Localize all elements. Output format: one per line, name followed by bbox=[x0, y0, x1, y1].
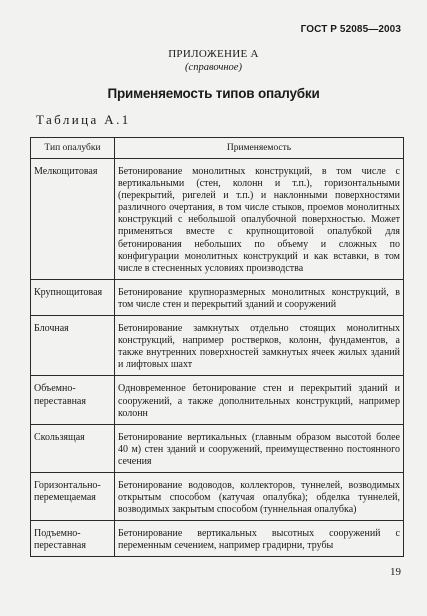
table-row bbox=[31, 159, 404, 280]
formwork-type-cell: Горизонтально-перемещаемая bbox=[31, 472, 115, 520]
formwork-usage-cell: Бетонирование водоводов, коллекторов, туннелей, возводимых открытым способом (катучая опалубка); обделка туннелей, возводимых закрытым способом (туннельная опалубка) bbox=[115, 472, 404, 520]
column-header-usage: Применяемость bbox=[115, 138, 404, 159]
table-row bbox=[31, 376, 404, 424]
table-row bbox=[31, 521, 404, 557]
formwork-type-cell: Объемно-переставная bbox=[31, 376, 115, 424]
formwork-table bbox=[30, 137, 404, 557]
formwork-usage-cell: Бетонирование замкнутых отдельно стоящих монолитных конструкций, например ростверков, колонн, фундаментов, а также внутренних поверхностей замкнутых ячеек жилых зданий и лифтовых шахт bbox=[115, 316, 404, 376]
formwork-usage-cell: Бетонирование крупноразмерных монолитных конструкций, в том числе стен и перекрытий зданий и сооружений bbox=[115, 279, 404, 315]
formwork-type-cell: Крупнощитовая bbox=[31, 279, 115, 315]
formwork-usage-cell: Бетонирование вертикальных (главным образом высотой более 40 м) стен зданий и сооружений, преимущественно постоянного сечения bbox=[115, 424, 404, 472]
table-row bbox=[31, 472, 404, 520]
table-row bbox=[31, 424, 404, 472]
table-row bbox=[31, 316, 404, 376]
table-row bbox=[31, 279, 404, 315]
formwork-type-cell: Скользящая bbox=[31, 424, 115, 472]
formwork-usage-cell: Бетонирование вертикальных высотных сооружений с переменным сечением, например градирни, трубы bbox=[115, 521, 404, 557]
table-header-row bbox=[31, 138, 404, 159]
page-number: 19 bbox=[390, 566, 401, 578]
formwork-type-cell: Блочная bbox=[31, 316, 115, 376]
appendix-title: ПРИЛОЖЕНИЕ А bbox=[168, 48, 259, 60]
page-title: Применяемость типов опалубки bbox=[107, 86, 320, 101]
formwork-type-cell: Подъемно-переставная bbox=[31, 521, 115, 557]
formwork-type-cell: Мелкощитовая bbox=[31, 159, 115, 280]
formwork-usage-cell: Одновременное бетонирование стен и перекрытий зданий и сооружений, а также дополнительных конструкций, например колонн bbox=[115, 376, 404, 424]
formwork-usage-cell: Бетонирование монолитных конструкций, в том числе с вертикальными (стен, колонн и т.п.), горизонтальными (перекрытий, ригелей и т.п.) и наклонными поверхностями различного очертания, в том числе стыков, проемов монолитных конструкций с небольшой опалубочной поверхностью. Может применяться вместе с крупнощитовой опалубкой для бетонирования небольших по объему и сложных по конфигурации монолитных конструкций и как вставки, в том числе в стесненных условиях производства bbox=[115, 159, 404, 280]
document-code: ГОСТ Р 52085—2003 bbox=[300, 24, 401, 35]
appendix-note: (справочное) bbox=[185, 62, 242, 73]
table-label: Таблица А.1 bbox=[36, 112, 131, 127]
column-header-type: Тип опалубки bbox=[31, 138, 115, 159]
